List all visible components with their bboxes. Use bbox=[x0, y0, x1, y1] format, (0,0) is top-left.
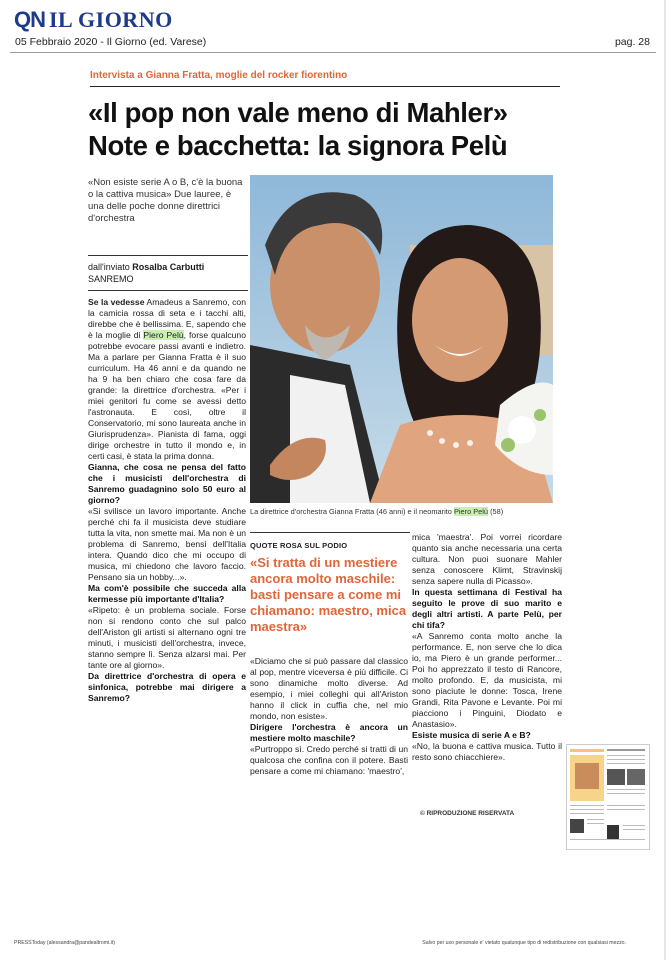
byline-divider bbox=[88, 255, 248, 256]
question-5: In questa settimana di Festival ha seguito le prove di suo marito e degli altri artisti. A parte Pelù, per chi tifa? bbox=[412, 587, 562, 630]
answer-4-continued: mica 'maestra'. Poi vorrei ricordare quanto sia anche necessaria una certa cultura. Non puoi suonare Mahler senza conoscere Klimt, Stravinskij senza sapere nulla di Picasso». bbox=[412, 532, 562, 586]
page-thumbnail-image bbox=[567, 745, 649, 849]
subheadline: «Non esiste serie A o B, c'è la buona o la cattiva musica» Due lauree, è una delle poche donne direttrici d'orchestra bbox=[88, 177, 243, 224]
article-column-1 bbox=[88, 297, 246, 704]
headline-line-1: «Il pop non vale meno di Mahler» bbox=[88, 97, 508, 128]
article-kicker: Intervista a Gianna Fratta, moglie del rocker fiorentino bbox=[90, 70, 348, 81]
highlighted-name[interactable]: Piero Pelù bbox=[143, 330, 184, 340]
brand-qn: QN bbox=[14, 7, 45, 32]
question-1: Gianna, che cosa ne pensa del fatto che i musicisti dell'orchestra di Sanremo guadagnino solo 50 euro al giorno? bbox=[88, 462, 246, 505]
page-number: pag. 28 bbox=[614, 36, 650, 48]
answer-6: «No, la buona e cattiva musica. Tutto il resto sono chiacchiere». bbox=[412, 741, 562, 762]
question-2: Ma com'è possibile che succeda alla kermesse più importante d'Italia? bbox=[88, 583, 246, 604]
caption-text-a: La direttrice d'orchestra Gianna Fratta (46 anni) e il neomarito bbox=[250, 507, 454, 516]
caption-text-b: (58) bbox=[488, 507, 504, 516]
footer-source: PRESSToday (alessandra@pandealtromi.it) bbox=[14, 940, 115, 946]
byline-place: SANREMO bbox=[88, 273, 134, 284]
byline bbox=[88, 262, 248, 285]
intro-text-b: , forse qualcuno potrebbe evocare passi avanti e indietro. Ma a parlare per Gianna Fratta è il suo curriculum. Ha 46 anni e da quando ne ha 9 ha ben chiaro che cosa fare da grande: la direttrice d'orchestra. «Per i miei genitori fu come se avessi detto l'astronauta. E così, oltre il Conservatorio, mi sono laureata anche in Giurisprudenza». Pianista di fama, oggi dirige orchestre in tutto il mondo e, in certi casi, è stata la prima donna. bbox=[88, 330, 246, 461]
footer-disclaimer: Salvo per uso personale e' vietato qualunque tipo di redistribuzione con qualsiasi mezzo. bbox=[422, 940, 626, 946]
question-4: Dirigere l'orchestra è ancora un mestiere molto maschile? bbox=[250, 722, 408, 743]
headline-line-2: Note e bacchetta: la signora Pelù bbox=[88, 130, 508, 161]
byline-prefix: dall'inviato bbox=[88, 262, 130, 272]
photo-caption bbox=[250, 507, 560, 516]
copyright-notice: © RIPRODUZIONE RISERVATA bbox=[420, 810, 515, 817]
answer-1: «Si svilisce un lavoro importante. Anche perché chi fa il musicista deve studiare tutta la vita, non smette mai. Ma non è un problema di Sanremo, bensì dell'Italia intera. Quando dico che mi occupo di musica, mi chiedono che lavoro faccio. Pensano sia un hobby...». bbox=[88, 506, 246, 582]
answer-2: «Ripeto: è un problema sociale. Forse non si rendono conto che sul palco dell'Ariston gli artisti si alternano ogni tre minuti, i musicisti dell'orchestra, invece, stanno sempre lì. Senza alzarsi mai. Per tante ore al giorno». bbox=[88, 605, 246, 670]
pull-quote: «Si tratta di un mestiere ancora molto maschile: basti pensare a come mi chiamano: maestro, mica maestra» bbox=[250, 555, 407, 634]
pullquote-label: QUOTE ROSA SUL PODIO bbox=[250, 541, 348, 550]
column-divider bbox=[88, 290, 248, 291]
brand-name: IL GIORNO bbox=[49, 7, 173, 32]
caption-highlighted-name[interactable]: Piero Pelù bbox=[453, 507, 489, 516]
article-photo bbox=[250, 175, 553, 503]
intro-text-a: Amadeus a Sanremo, con la camicia rossa di seta e i tacchi alti, direbbe che è bellissima. E, sapendo che è la moglie di bbox=[88, 297, 246, 340]
question-6: Esiste musica di serie A e B? bbox=[412, 730, 531, 740]
article-column-2 bbox=[250, 656, 408, 777]
dateline: 05 Febbraio 2020 - Il Giorno (ed. Varese) bbox=[15, 36, 207, 48]
byline-author: Rosalba Carbutti bbox=[132, 262, 205, 272]
lead-in: Se la vedesse bbox=[88, 297, 145, 307]
answer-4: «Purtroppo sì. Credo perché si tratti di un qualcosa che confina con il potere. Basti pensare a come mi chiamano: 'maestro', bbox=[250, 744, 408, 776]
couple-photo-image bbox=[250, 175, 553, 503]
headline bbox=[88, 96, 508, 162]
kicker-divider bbox=[90, 86, 560, 87]
header-divider bbox=[10, 52, 656, 53]
article-column-3 bbox=[412, 532, 562, 763]
answer-5: «A Sanremo conta molto anche la performance. E, non serve che lo dica io, ma Piero è un grande performer... Poi ho apprezzato il testo di Rancore, molto profondo. E, da musicista, mi sono piaciute le donne: Tosca, Irene Grandi, Rita Pavone e Levante. Poi mi piacciono i Pinguini, Diodato e Anastasio». bbox=[412, 631, 562, 729]
paragraph-intro bbox=[88, 297, 246, 462]
page-thumbnail[interactable] bbox=[566, 744, 650, 850]
question-3: Da direttrice d'orchestra di opera e sinfonica, potrebbe mai dirigere a Sanremo? bbox=[88, 671, 246, 703]
answer-3: «Diciamo che si può passare dal classico al pop, mentre viceversa è più difficile. Ci sono dinamiche molto diverse. Ad esempio, i miei colleghi qui all'Ariston hanno il click in cuffia che, nel mio mondo, non esiste». bbox=[250, 656, 408, 721]
pullquote-divider bbox=[250, 532, 410, 533]
masthead-logo bbox=[14, 8, 173, 32]
